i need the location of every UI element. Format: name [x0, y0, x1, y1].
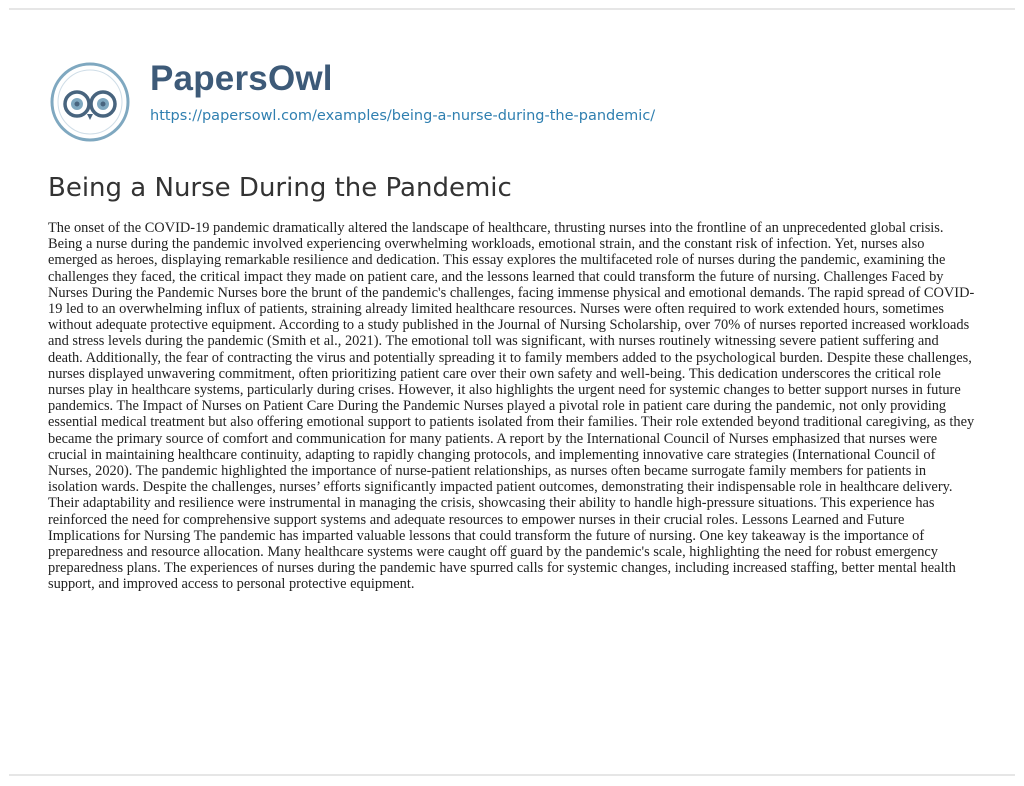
bottom-divider: [9, 774, 1015, 776]
site-header: [50, 58, 950, 138]
brand-name: PapersOwl: [150, 59, 333, 98]
essay-title: Being a Nurse During the Pandemic: [48, 173, 512, 203]
top-divider: [9, 8, 1015, 10]
essay-body: The onset of the COVID-19 pandemic dramatically altered the landscape of healthcare, thrusting nurses into the frontline of an unprecedented global crisis. Being a nurse during the pandemic involved experiencing overwhelming workloads, emotional strain, and the constant risk of infection. Yet, nurses also emerged as heroes, displaying remarkable resilience and dedication. This essay explores the multifaceted role of nurses during the pandemic, examining the challenges they faced, the critical impact they made on patient care, and the lessons learned that could transform the future of nursing. Challenges Faced by Nurses During the Pandemic Nurses bore the brunt of the pandemic's challenges, facing immense physical and emotional demands. The rapid spread of COVID-19 led to an overwhelming influx of patients, straining already limited healthcare resources. Nurses were often required to work extended hours, sometimes without adequate protective equipment. According to a study published in the Journal of Nursing Scholarship, over 70% of nurses reported increased workloads and stress levels during the pandemic (Smith et al., 2021). The emotional toll was significant, with nurses routinely witnessing severe patient suffering and death. Additionally, the fear of contracting the virus and potentially spreading it to family members added to the psychological burden. Despite these challenges, nurses displayed unwavering commitment, often prioritizing patient care over their own safety and well-being. This dedication underscores the critical role nurses play in healthcare systems, particularly during crises. However, it also highlights the urgent need for systemic changes to better support nurses in future pandemics. The Impact of Nurses on Patient Care During the Pandemic Nurses played a pivotal role in patient care during the pandemic, not only providing essential medical treatment but also offering emotional support to patients isolated from their families. Their role extended beyond traditional caregiving, as they became the primary source of comfort and communication for many patients. A report by the International Council of Nurses emphasized that nurses were crucial in maintaining healthcare continuity, adapting to rapidly changing protocols, and implementing innovative care strategies (International Council of Nurses, 2020). The pandemic highlighted the importance of nurse-patient relationships, as nurses often became surrogate family members for patients in isolation wards. Despite the challenges, nurses’ efforts significantly impacted patient outcomes, demonstrating their indispensable role in healthcare delivery. Their adaptability and resilience were instrumental in managing the crisis, showcasing their ability to handle high-pressure situations. This experience has reinforced the need for comprehensive support systems and adequate resources to empower nurses in their crucial roles. Lessons Learned and Future Implications for Nursing The pandemic has imparted valuable lessons that could transform the future of nursing. One key takeaway is the importance of preparedness and resource allocation. Many healthcare systems were caught off guard by the pandemic's scale, highlighting the need for robust emergency preparedness plans. The experiences of nurses during the pandemic have spurred calls for systemic changes, including increased staffing, better mental health support, and improved access to personal protective equipment.: [48, 220, 975, 593]
source-url-link[interactable]: https://papersowl.com/examples/being-a-nurse-during-the-pandemic/: [150, 108, 656, 124]
owl-eyes-icon: [50, 62, 130, 142]
